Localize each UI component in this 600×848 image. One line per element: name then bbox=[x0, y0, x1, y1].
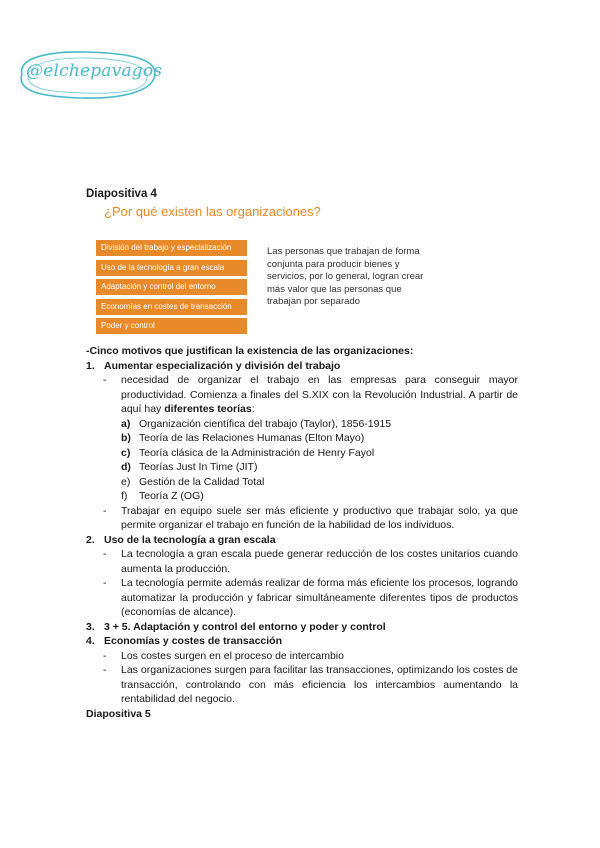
item-heading: Economías y costes de transacción bbox=[104, 635, 282, 647]
reason-box: Poder y control bbox=[96, 318, 247, 334]
item-heading: Uso de la tecnología a gran escala bbox=[104, 533, 276, 546]
bullet-item bbox=[86, 576, 518, 620]
slide4-heading: Diapositiva 4 bbox=[86, 188, 157, 200]
reason-box: Adaptación y control del entorno bbox=[96, 279, 247, 295]
theory-item bbox=[86, 475, 518, 490]
theory-item bbox=[86, 417, 518, 432]
item-number: 3. bbox=[86, 620, 95, 633]
theory-text: Gestión de la Calidad Total bbox=[139, 475, 265, 488]
item-heading: Aumentar especialización y división del trabajo bbox=[104, 359, 341, 372]
item-number: 2. bbox=[86, 533, 95, 546]
dash-marker: - bbox=[103, 664, 107, 676]
theory-item bbox=[86, 446, 518, 461]
theory-label: e) bbox=[121, 475, 131, 488]
bullet-text: Los costes surgen en el proceso de intercambio bbox=[121, 649, 344, 662]
item-number: 1. bbox=[86, 359, 95, 372]
theory-text: Teoría Z (OG) bbox=[139, 490, 204, 502]
bullet-text-end: : bbox=[251, 403, 255, 415]
dash-marker: - bbox=[103, 548, 107, 560]
dash-marker: - bbox=[103, 577, 107, 589]
numbered-item-1 bbox=[86, 359, 518, 374]
intro-line: -Cinco motivos que justifican la existencia de las organizaciones: bbox=[86, 345, 414, 357]
theory-item bbox=[86, 431, 518, 446]
slide5-heading: Diapositiva 5 bbox=[86, 707, 151, 720]
dash-marker: - bbox=[103, 504, 107, 517]
bullet-text: La tecnología permite además realizar de forma más eficiente los procesos, logrando automatizar la producción y fabricar simultáneamente diferentes tipos de productos (economías de alcance). bbox=[121, 577, 518, 618]
theory-label: a) bbox=[121, 417, 131, 430]
notes-body bbox=[86, 344, 518, 721]
reasons-diagram bbox=[96, 240, 247, 338]
slide4-side-text: Las personas que trabajan de forma conjunta para producir bienes y servicios, por lo general, logran crear más valor que las personas que trabajan por separado bbox=[267, 246, 424, 308]
theory-item bbox=[86, 460, 518, 475]
numbered-item-3 bbox=[86, 620, 518, 635]
theory-item bbox=[86, 489, 518, 504]
bullet-item bbox=[86, 504, 518, 533]
theory-text: Organización científica del trabajo (Taylor), 1856-1915 bbox=[139, 417, 392, 430]
numbered-item-2 bbox=[86, 533, 518, 548]
theory-text: Teoría de las Relaciones Humanas (Elton Mayo) bbox=[139, 432, 365, 444]
theory-label: c) bbox=[121, 446, 131, 459]
bullet-text: La tecnología a gran escala puede generar reducción de los costes unitarios cuando aumenta la producción. bbox=[121, 548, 518, 575]
theory-label: f) bbox=[121, 490, 128, 502]
reason-box: División del trabajo y especialización bbox=[96, 240, 247, 256]
bullet-item bbox=[86, 373, 518, 417]
bullet-text-bold: diferentes teorías bbox=[164, 403, 252, 415]
bullet-text: Trabajar en equipo suele ser más eficiente y productivo que trabajar solo, ya que permite organizar el trabajo en función de la habilidad de los individuos. bbox=[121, 504, 518, 531]
bullet-text: Las organizaciones surgen para facilitar las transacciones, optimizando los costes de transacción, controlando con más eficiencia los intercambios aumentando la rentabilidad del negocio. bbox=[121, 664, 518, 705]
logo bbox=[8, 48, 163, 102]
reason-box: Economías en costes de transacción bbox=[96, 299, 247, 315]
bullet-item bbox=[86, 663, 518, 707]
item-heading: 3 + 5. Adaptación y control del entorno y poder y control bbox=[104, 620, 386, 633]
slide4-title: ¿Por qué existen las organizaciones? bbox=[104, 204, 321, 219]
dash-marker: - bbox=[103, 649, 107, 662]
theory-text: Teoría clásica de la Administración de Henry Fayol bbox=[139, 446, 375, 459]
numbered-item-4 bbox=[86, 634, 518, 649]
bullet-item bbox=[86, 649, 518, 664]
item-number: 4. bbox=[86, 635, 95, 647]
logo-text: @elchepavagos bbox=[26, 61, 163, 81]
bullet-item bbox=[86, 547, 518, 576]
theory-label: b) bbox=[121, 432, 131, 444]
theory-label: d) bbox=[121, 461, 131, 473]
dash-marker: - bbox=[103, 374, 107, 386]
reason-box: Uso de la tecnología a gran escala bbox=[96, 260, 247, 276]
bullet-text: necesidad de organizar el trabajo en las empresas para conseguir mayor productividad. Comienza a finales del S.XIX con la Revolución Industrial. A partir de aquí hay bbox=[121, 374, 518, 415]
theory-text: Teorías Just In Time (JIT) bbox=[139, 461, 258, 473]
